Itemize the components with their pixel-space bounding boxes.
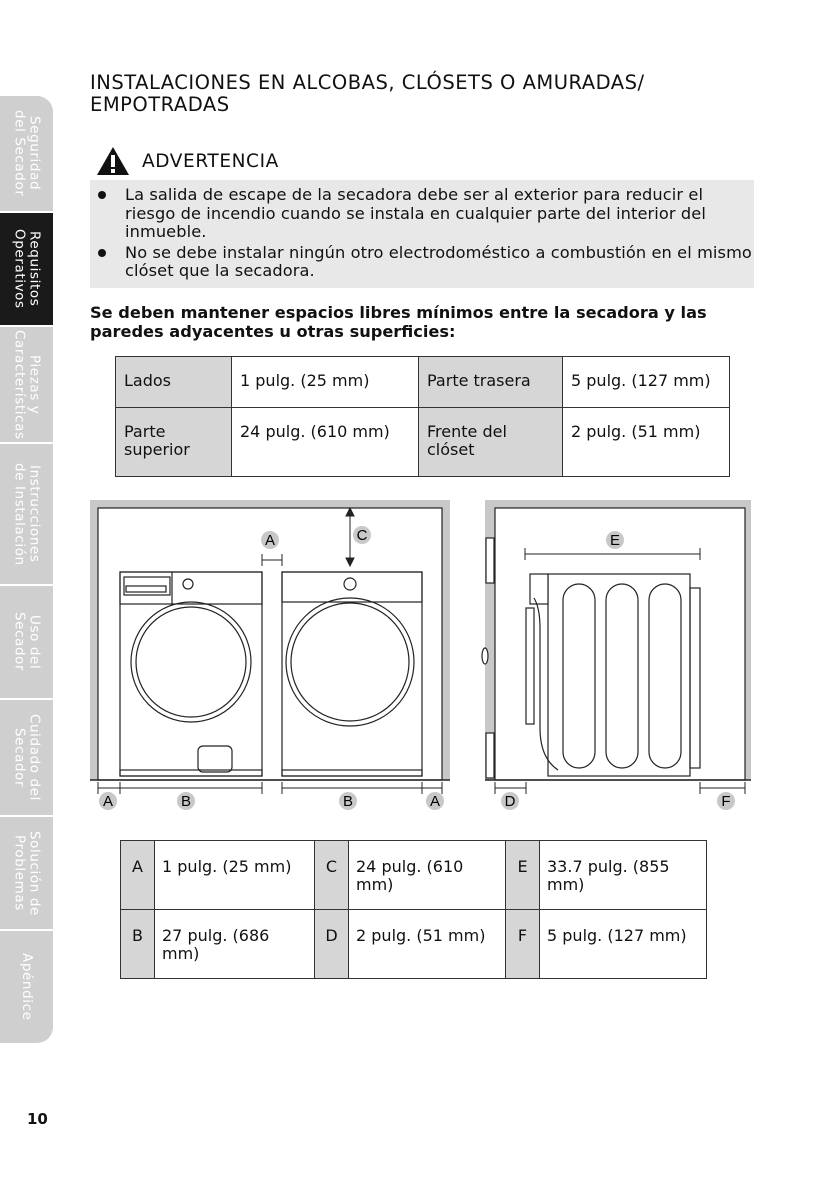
tab-label: Seguridad del Secador [11, 110, 43, 197]
table-cell-value: 5 pulg. (127 mm) [563, 357, 730, 408]
svg-text:A: A [102, 793, 114, 810]
label-a-top [261, 531, 279, 549]
tab-label: Uso del Secador [11, 612, 43, 672]
svg-text:A: A [429, 793, 441, 810]
tab-piezas-y-caracteristicas[interactable] [0, 327, 53, 444]
table-cell-value: 1 pulg. (25 mm) [232, 357, 419, 408]
clearance-intro: Se deben mantener espacios libres mínimos entre la secadora y las paredes adyacentes u otras superficies: [90, 303, 707, 341]
table-cell-label: Parte superior [116, 408, 232, 477]
page-title: INSTALACIONES EN ALCOBAS, CLÓSETS O AMURADAS/ EMPOTRADAS [90, 71, 645, 116]
dimension-letter: A [121, 841, 155, 910]
label-b-left [177, 792, 195, 810]
table-row [121, 841, 707, 910]
warning-item [90, 244, 754, 281]
tab-label: Instrucciones de Instalación [11, 462, 43, 566]
label-f [717, 792, 735, 810]
tab-label: Piezas y Características [11, 329, 43, 440]
svg-text:B: B [342, 793, 354, 810]
tab-apendice[interactable] [0, 931, 53, 1043]
dimension-letter: D [315, 910, 349, 979]
label-d [501, 792, 519, 810]
svg-text:A: A [264, 532, 276, 549]
svg-text:F: F [721, 793, 731, 810]
label-b-right [339, 792, 357, 810]
dryer-side [526, 574, 700, 776]
svg-text:B: B [180, 793, 192, 810]
dimension-value: 2 pulg. (51 mm) [349, 910, 506, 979]
table-cell-value: 24 pulg. (610 mm) [232, 408, 419, 477]
table-row [116, 408, 730, 477]
warning-title: ADVERTENCIA [142, 150, 279, 172]
warning-heading [96, 146, 279, 176]
tab-seguridad-del-secador[interactable] [0, 96, 53, 213]
table-cell-value: 2 pulg. (51 mm) [563, 408, 730, 477]
dimension-letter: C [315, 841, 349, 910]
svg-text:E: E [609, 532, 621, 549]
table-row [116, 357, 730, 408]
label-c [353, 526, 371, 544]
label-e [606, 531, 624, 549]
dimension-letter: B [121, 910, 155, 979]
dimension-value: 27 pulg. (686 mm) [155, 910, 315, 979]
table-cell-label: Lados [116, 357, 232, 408]
tab-label: Solución de Problemas [11, 830, 43, 916]
warning-box [90, 180, 754, 288]
warning-item-text: La salida de escape de la secadora debe ser al exterior para reducir el riesgo de incendio cuando se instala en cualquier parte del interior del inmueble. [125, 185, 706, 241]
dimension-value: 5 pulg. (127 mm) [540, 910, 707, 979]
svg-text:C: C [356, 527, 368, 544]
warning-item-text: No se debe instalar ningún otro electrodoméstico a combustión en el mismo clóset que la secadora. [125, 242, 752, 280]
label-a-left [99, 792, 117, 810]
installation-diagram [88, 498, 758, 818]
tab-requisitos-operativos[interactable] [0, 213, 53, 327]
table-cell-label: Frente del clóset [419, 408, 563, 477]
tab-uso-del-secador[interactable] [0, 586, 53, 700]
page-number: 10 [27, 1110, 48, 1128]
tab-label: Apéndice [19, 953, 35, 1021]
dimension-letter: E [506, 841, 540, 910]
table-cell-label: Parte trasera [419, 357, 563, 408]
clearance-table [115, 356, 730, 477]
table-row [121, 910, 707, 979]
tab-cuidado-del-secador[interactable] [0, 700, 53, 817]
svg-text:D: D [504, 793, 516, 810]
washer-front [120, 572, 262, 776]
dimensions-table [120, 840, 707, 979]
side-tabs [0, 96, 53, 1043]
dryer-front [282, 572, 422, 776]
bullet-icon [98, 191, 106, 199]
tab-label: Cuidado del Secador [11, 714, 43, 801]
dimension-value: 1 pulg. (25 mm) [155, 841, 315, 910]
warning-item [90, 186, 754, 242]
dimension-value: 33.7 pulg. (855 mm) [540, 841, 707, 910]
tab-label: Requisitos Operativos [11, 229, 43, 309]
tab-solucion-de-problemas[interactable] [0, 817, 53, 931]
dimension-value: 24 pulg. (610 mm) [349, 841, 506, 910]
tab-instrucciones-de-instalacion[interactable] [0, 444, 53, 586]
dimension-letter: F [506, 910, 540, 979]
label-a-right [426, 792, 444, 810]
warning-triangle-icon [96, 146, 130, 176]
bullet-icon [98, 249, 106, 257]
